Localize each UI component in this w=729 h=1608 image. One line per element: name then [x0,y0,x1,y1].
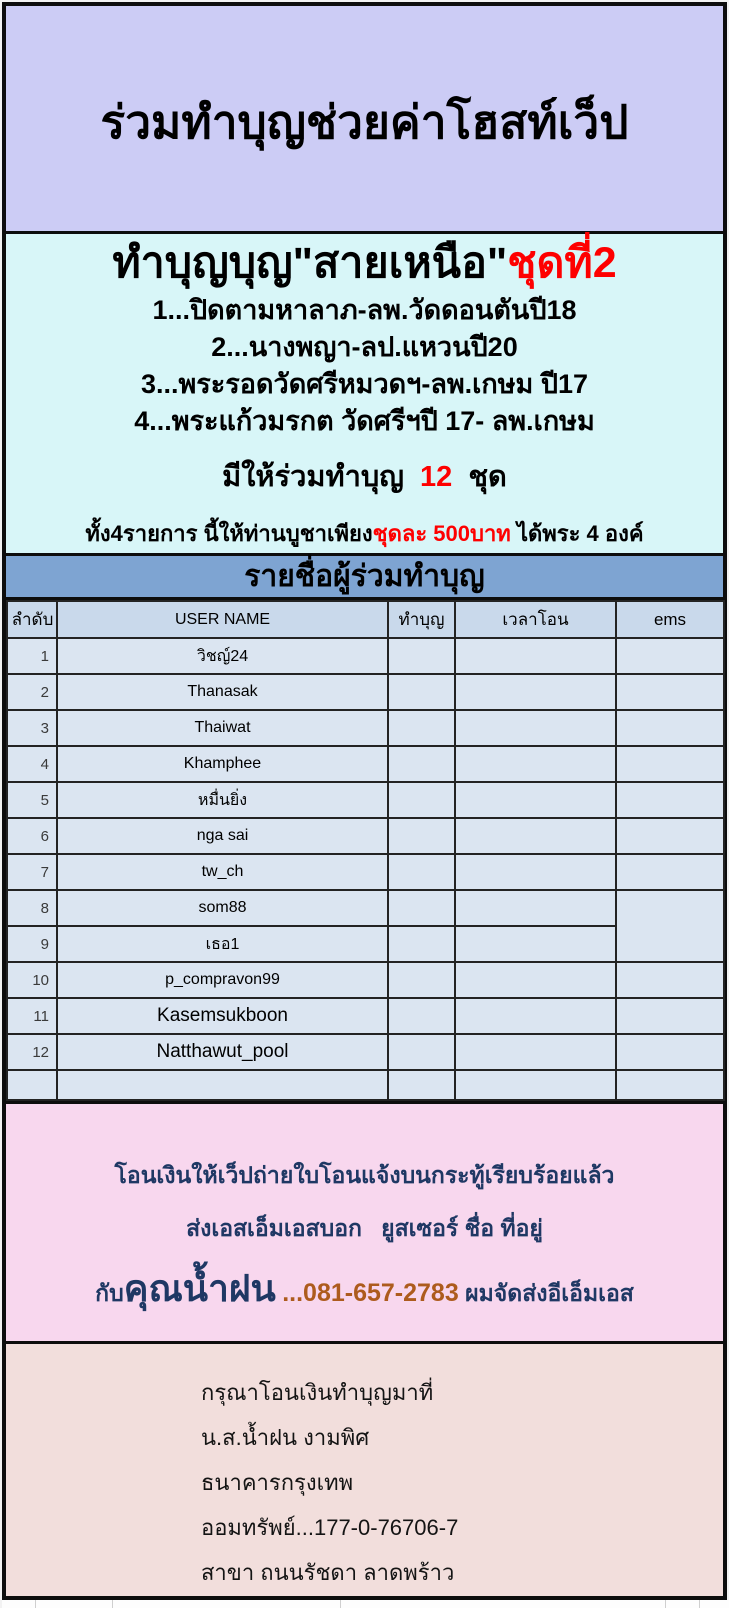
contact-prefix: กับ [95,1280,124,1306]
row-merit-cell [388,998,455,1034]
row-transfer-time-cell [455,674,616,710]
col-header-index: ลำดับ [7,601,57,638]
price-part1: ทั้ง4รายการ นี้ให้ท่านบูชาเพียง [85,520,373,546]
bank-name: ธนาคารกรุงเทพ [201,1470,354,1495]
row-ems-cell [616,854,724,890]
table-row [7,854,724,890]
row-number [7,1070,57,1100]
row-transfer-time-cell [455,818,616,854]
row-transfer-time-cell [455,962,616,998]
price-part2: ได้พระ 4 องค์ [516,520,644,546]
row-merit-cell [388,854,455,890]
row-ems-cell [616,782,724,818]
row-number: 8 [7,890,57,926]
row-ems-cell [616,1034,724,1070]
row-username: tw_ch [57,854,388,890]
transfer-note-line3 [6,1259,723,1318]
row-username: หมื่นยิ่ง [57,782,388,818]
row-username: Thaiwat [57,710,388,746]
row-username: Natthawut_pool [57,1034,388,1070]
row-merit-cell [388,746,455,782]
table-row-empty [7,1070,724,1100]
row-ems-cell [616,710,724,746]
promo-item-2: 2...นางพญา-ลป.แหวนปี20 [211,331,518,362]
row-username: Kasemsukboon [57,998,388,1034]
promo-headline-red: ชุดที่2 [507,239,617,287]
row-transfer-time-cell [455,1034,616,1070]
row-number: 1 [7,638,57,674]
sets-prefix: มีให้ร่วมทำบุญ [222,460,404,493]
row-username [57,1070,388,1100]
bank-info-box [6,1341,723,1596]
row-username: p_compravon99 [57,962,388,998]
row-number: 6 [7,818,57,854]
promo-box [6,231,723,553]
promo-item-4: 4...พระแก้วมรกต วัดศรีฯปี 17- ลพ.เกษม [134,405,595,436]
donor-table-wrap [6,597,723,1101]
row-transfer-time-cell [455,890,616,926]
row-number: 11 [7,998,57,1034]
table-row [7,1034,724,1070]
row-username: วิชญ์24 [57,638,388,674]
table-row [7,962,724,998]
row-merit-cell [388,962,455,998]
row-merit-cell [388,782,455,818]
col-header-username: USER NAME [57,601,388,638]
row-transfer-time-cell [455,746,616,782]
donation-sheet [2,2,727,1600]
row-ems-cell [616,890,724,962]
bank-info-line1: กรุณาโอนเงินทำบุญมาที่ [201,1380,434,1405]
row-merit-cell [388,1070,455,1100]
col-header-ems: ems [616,601,724,638]
sets-available-line [6,453,723,499]
table-header-row [7,601,724,638]
row-ems-cell [616,674,724,710]
row-number: 4 [7,746,57,782]
sets-suffix: ชุด [468,460,507,493]
col-header-transfer-time: เวลาโอน [455,601,616,638]
row-merit-cell [388,710,455,746]
row-transfer-time-cell [455,1070,616,1100]
row-ems-cell [616,998,724,1034]
promo-item-1: 1...ปิดตามหาลาภ-ลพ.วัดดอนตันปี18 [152,294,577,325]
row-merit-cell [388,926,455,962]
table-row [7,710,724,746]
row-number: 2 [7,674,57,710]
bank-account-number: ออมทรัพย์...177-0-76706-7 [201,1515,459,1540]
transfer-note-line1: โอนเงินให้เว็ปถ่ายใบโอนแจ้งบนกระทู้เรียบร้อยแล้ว [114,1162,615,1188]
row-merit-cell [388,638,455,674]
row-username: som88 [57,890,388,926]
table-row [7,638,724,674]
row-username: Khamphee [57,746,388,782]
row-ems-cell [616,746,724,782]
sets-count: 12 [420,460,453,493]
bank-branch: สาขา ถนนรัชดา ลาดพร้าว [201,1560,455,1585]
row-number: 9 [7,926,57,962]
row-merit-cell [388,1034,455,1070]
transfer-note-box [6,1101,723,1341]
row-username: nga sai [57,818,388,854]
table-row [7,998,724,1034]
row-number: 12 [7,1034,57,1070]
price-line [6,516,723,551]
promo-item-3: 3...พระรอดวัดศรีหมวดฯ-ลพ.เกษม ปี17 [140,368,589,399]
spreadsheet-gridline-strip [2,1600,729,1608]
row-number: 7 [7,854,57,890]
price-red: ชุดละ 500บาท [372,520,511,546]
row-transfer-time-cell [455,926,616,962]
row-merit-cell [388,818,455,854]
row-transfer-time-cell [455,998,616,1034]
table-title: รายชื่อผู้ร่วมทำบุญ [244,560,485,593]
table-row [7,890,724,926]
main-title-box [6,6,723,231]
row-ems-cell [616,638,724,674]
row-merit-cell [388,890,455,926]
donor-table [6,600,725,1101]
contact-name: คุณน้ำฝน [123,1268,276,1309]
col-header-merit: ทำบุญ [388,601,455,638]
donor-table-body [7,638,724,1100]
row-transfer-time-cell [455,638,616,674]
contact-phone: ...081-657-2783 [282,1279,459,1307]
table-row [7,818,724,854]
row-ems-cell [616,962,724,998]
contact-suffix: ผมจัดส่งอีเอ็มเอส [465,1280,634,1306]
table-row [7,746,724,782]
row-ems-cell [616,1070,724,1100]
row-username: Thanasak [57,674,388,710]
row-ems-cell [616,818,724,854]
row-number: 5 [7,782,57,818]
table-row [7,674,724,710]
table-row [7,782,724,818]
table-title-band [6,553,723,597]
row-merit-cell [388,674,455,710]
promo-headline [6,236,723,292]
bank-account-name: น.ส.น้ำฝน งามพิศ [201,1425,370,1450]
row-transfer-time-cell [455,854,616,890]
transfer-note-line2: ส่งเอสเอ็มเอสบอก ยูสเซอร์ ชื่อ ที่อยู่ [186,1215,543,1241]
promo-headline-black: ทำบุญบุญ"สายเหนือ" [112,239,508,287]
row-number: 3 [7,710,57,746]
row-number: 10 [7,962,57,998]
page-title: ร่วมทำบุญช่วยค่าโฮสท์เว็ป [100,95,629,148]
row-transfer-time-cell [455,710,616,746]
row-transfer-time-cell [455,782,616,818]
row-username: เธอ1 [57,926,388,962]
